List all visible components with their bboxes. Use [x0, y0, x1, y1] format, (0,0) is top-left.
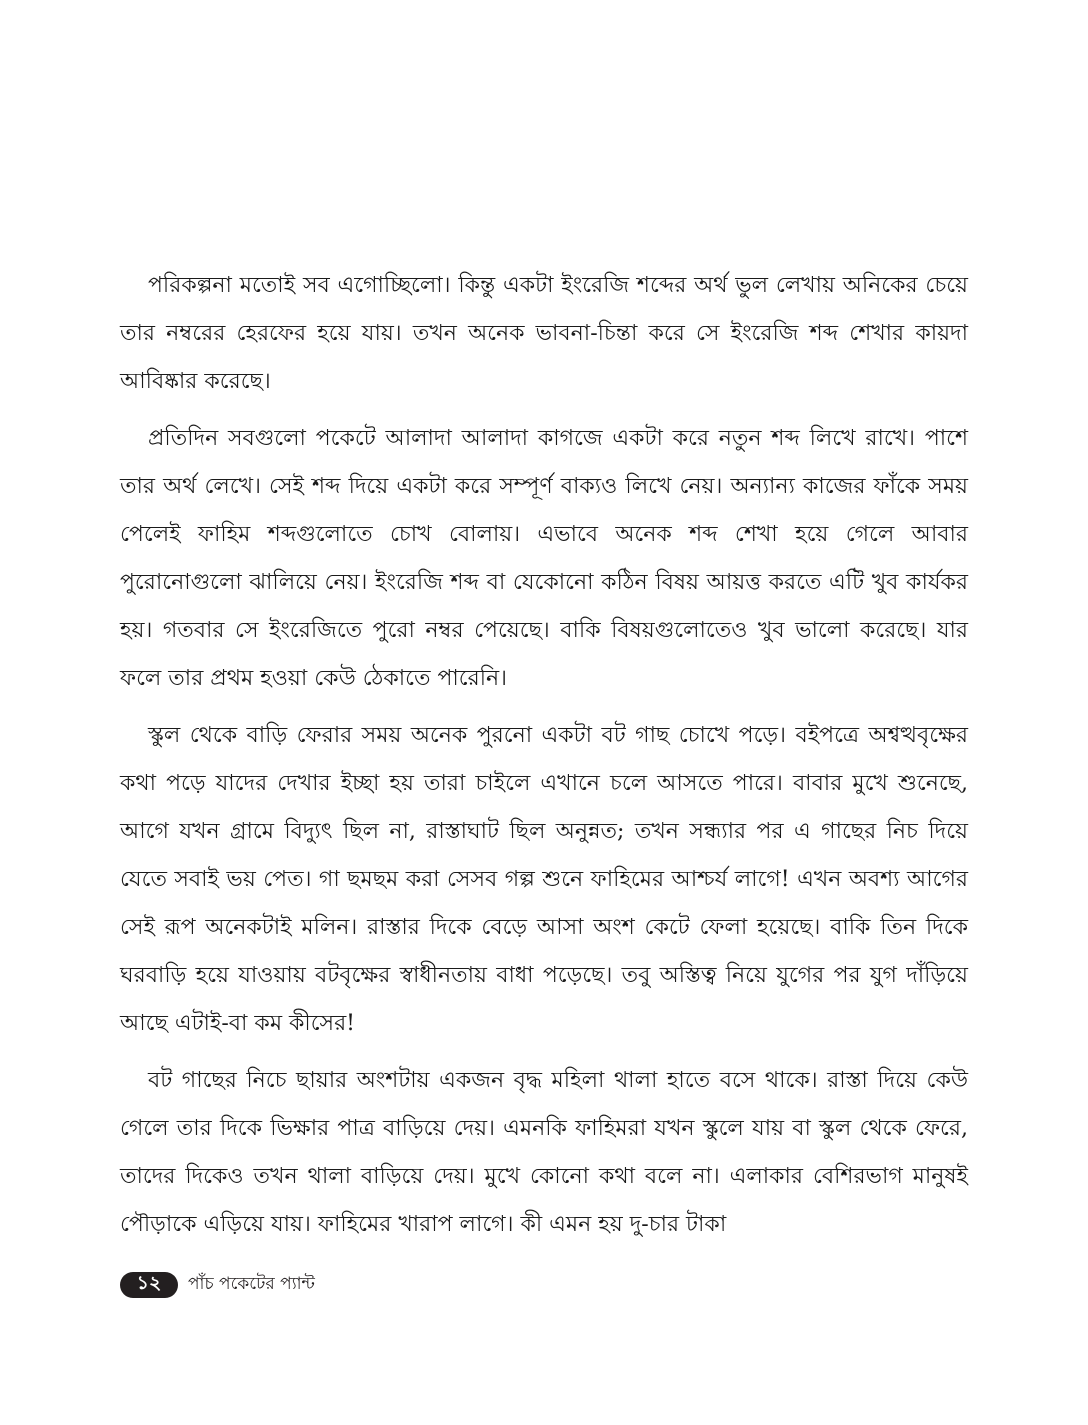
- paragraph-1: পরিকল্পনা মতোই সব এগোচ্ছিলো। কিন্তু একটা ইংরেজি শব্দের অর্থ ভুল লেখায় অনিকের চেয়ে তার নম্বরের হেরফের হয়ে যায়। তখন অনেক ভাবনা-চিন্তা করে সে ইংরেজি শব্দ শেখার কায়দা আবিষ্কার করেছে।: [120, 273, 968, 394]
- page-body: [120, 262, 968, 1258]
- page-number-badge: ১২: [120, 1272, 178, 1298]
- paragraph-3: স্কুল থেকে বাড়ি ফেরার সময় অনেক পুরনো একটা বট গাছ চোখে পড়ে। বইপত্রে অশ্বত্থবৃক্ষের কথা পড়ে যাদের দেখার ইচ্ছা হয় তারা চাইলে এখানে চলে আসতে পারে। বাবার মুখে শুনেছে, আগে যখন গ্রামে বিদ্যুৎ ছিল না, রাস্তাঘাট ছিল অনুন্নত; তখন সন্ধ্যার পর এ গাছের নিচ দিয়ে যেতে সবাই ভয় পেত। গা ছমছম করা সেসব গল্প শুনে ফাহিমের আশ্চর্য লাগে! এখন অবশ্য আগের সেই রূপ অনেকটাই মলিন। রাস্তার দিকে বেড়ে আসা অংশ কেটে ফেলা হয়েছে। বাকি তিন দিকে ঘরবাড়ি হয়ে যাওয়ায় বটবৃক্ষের স্বাধীনতায় বাধা পড়েছে। তবু অস্তিত্ব নিয়ে যুগের পর যুগ দাঁড়িয়ে আছে এটাই-বা কম কীসের!: [120, 723, 968, 1036]
- book-title: পাঁচ পকেটের প্যান্ট: [188, 1274, 315, 1294]
- page-footer: [120, 1270, 315, 1300]
- paragraph-2: প্রতিদিন সবগুলো পকেটে আলাদা আলাদা কাগজে একটা করে নতুন শব্দ লিখে রাখে। পাশে তার অর্থ লেখে। সেই শব্দ দিয়ে একটা করে সম্পূর্ণ বাক্যও লিখে নেয়। অন্যান্য কাজের ফাঁকে সময় পেলেই ফাহিম শব্দগুলোতে চোখ বোলায়। এভাবে অনেক শব্দ শেখা হয়ে গেলে আবার পুরোনোগুলো ঝালিয়ে নেয়। ইংরেজি শব্দ বা যেকোনো কঠিন বিষয় আয়ত্ত করতে এটি খুব কার্যকর হয়। গতবার সে ইংরেজিতে পুরো নম্বর পেয়েছে। বাকি বিষয়গুলোতেও খুব ভালো করেছে। যার ফলে তার প্রথম হওয়া কেউ ঠেকাতে পারেনি।: [120, 426, 968, 691]
- paragraph-4: বট গাছের নিচে ছায়ার অংশটায় একজন বৃদ্ধ মহিলা থালা হাতে বসে থাকে। রাস্তা দিয়ে কেউ গেলে তার দিকে ভিক্ষার পাত্র বাড়িয়ে দেয়। এমনকি ফাহিমরা যখন স্কুলে যায় বা স্কুল থেকে ফেরে, তাদের দিকেও তখন থালা বাড়িয়ে দেয়। মুখে কোনো কথা বলে না। এলাকার বেশিরভাগ মানুষই পৌড়াকে এড়িয়ে যায়। ফাহিমের খারাপ লাগে। কী এমন হয় দু-চার টাকা: [120, 1068, 968, 1237]
